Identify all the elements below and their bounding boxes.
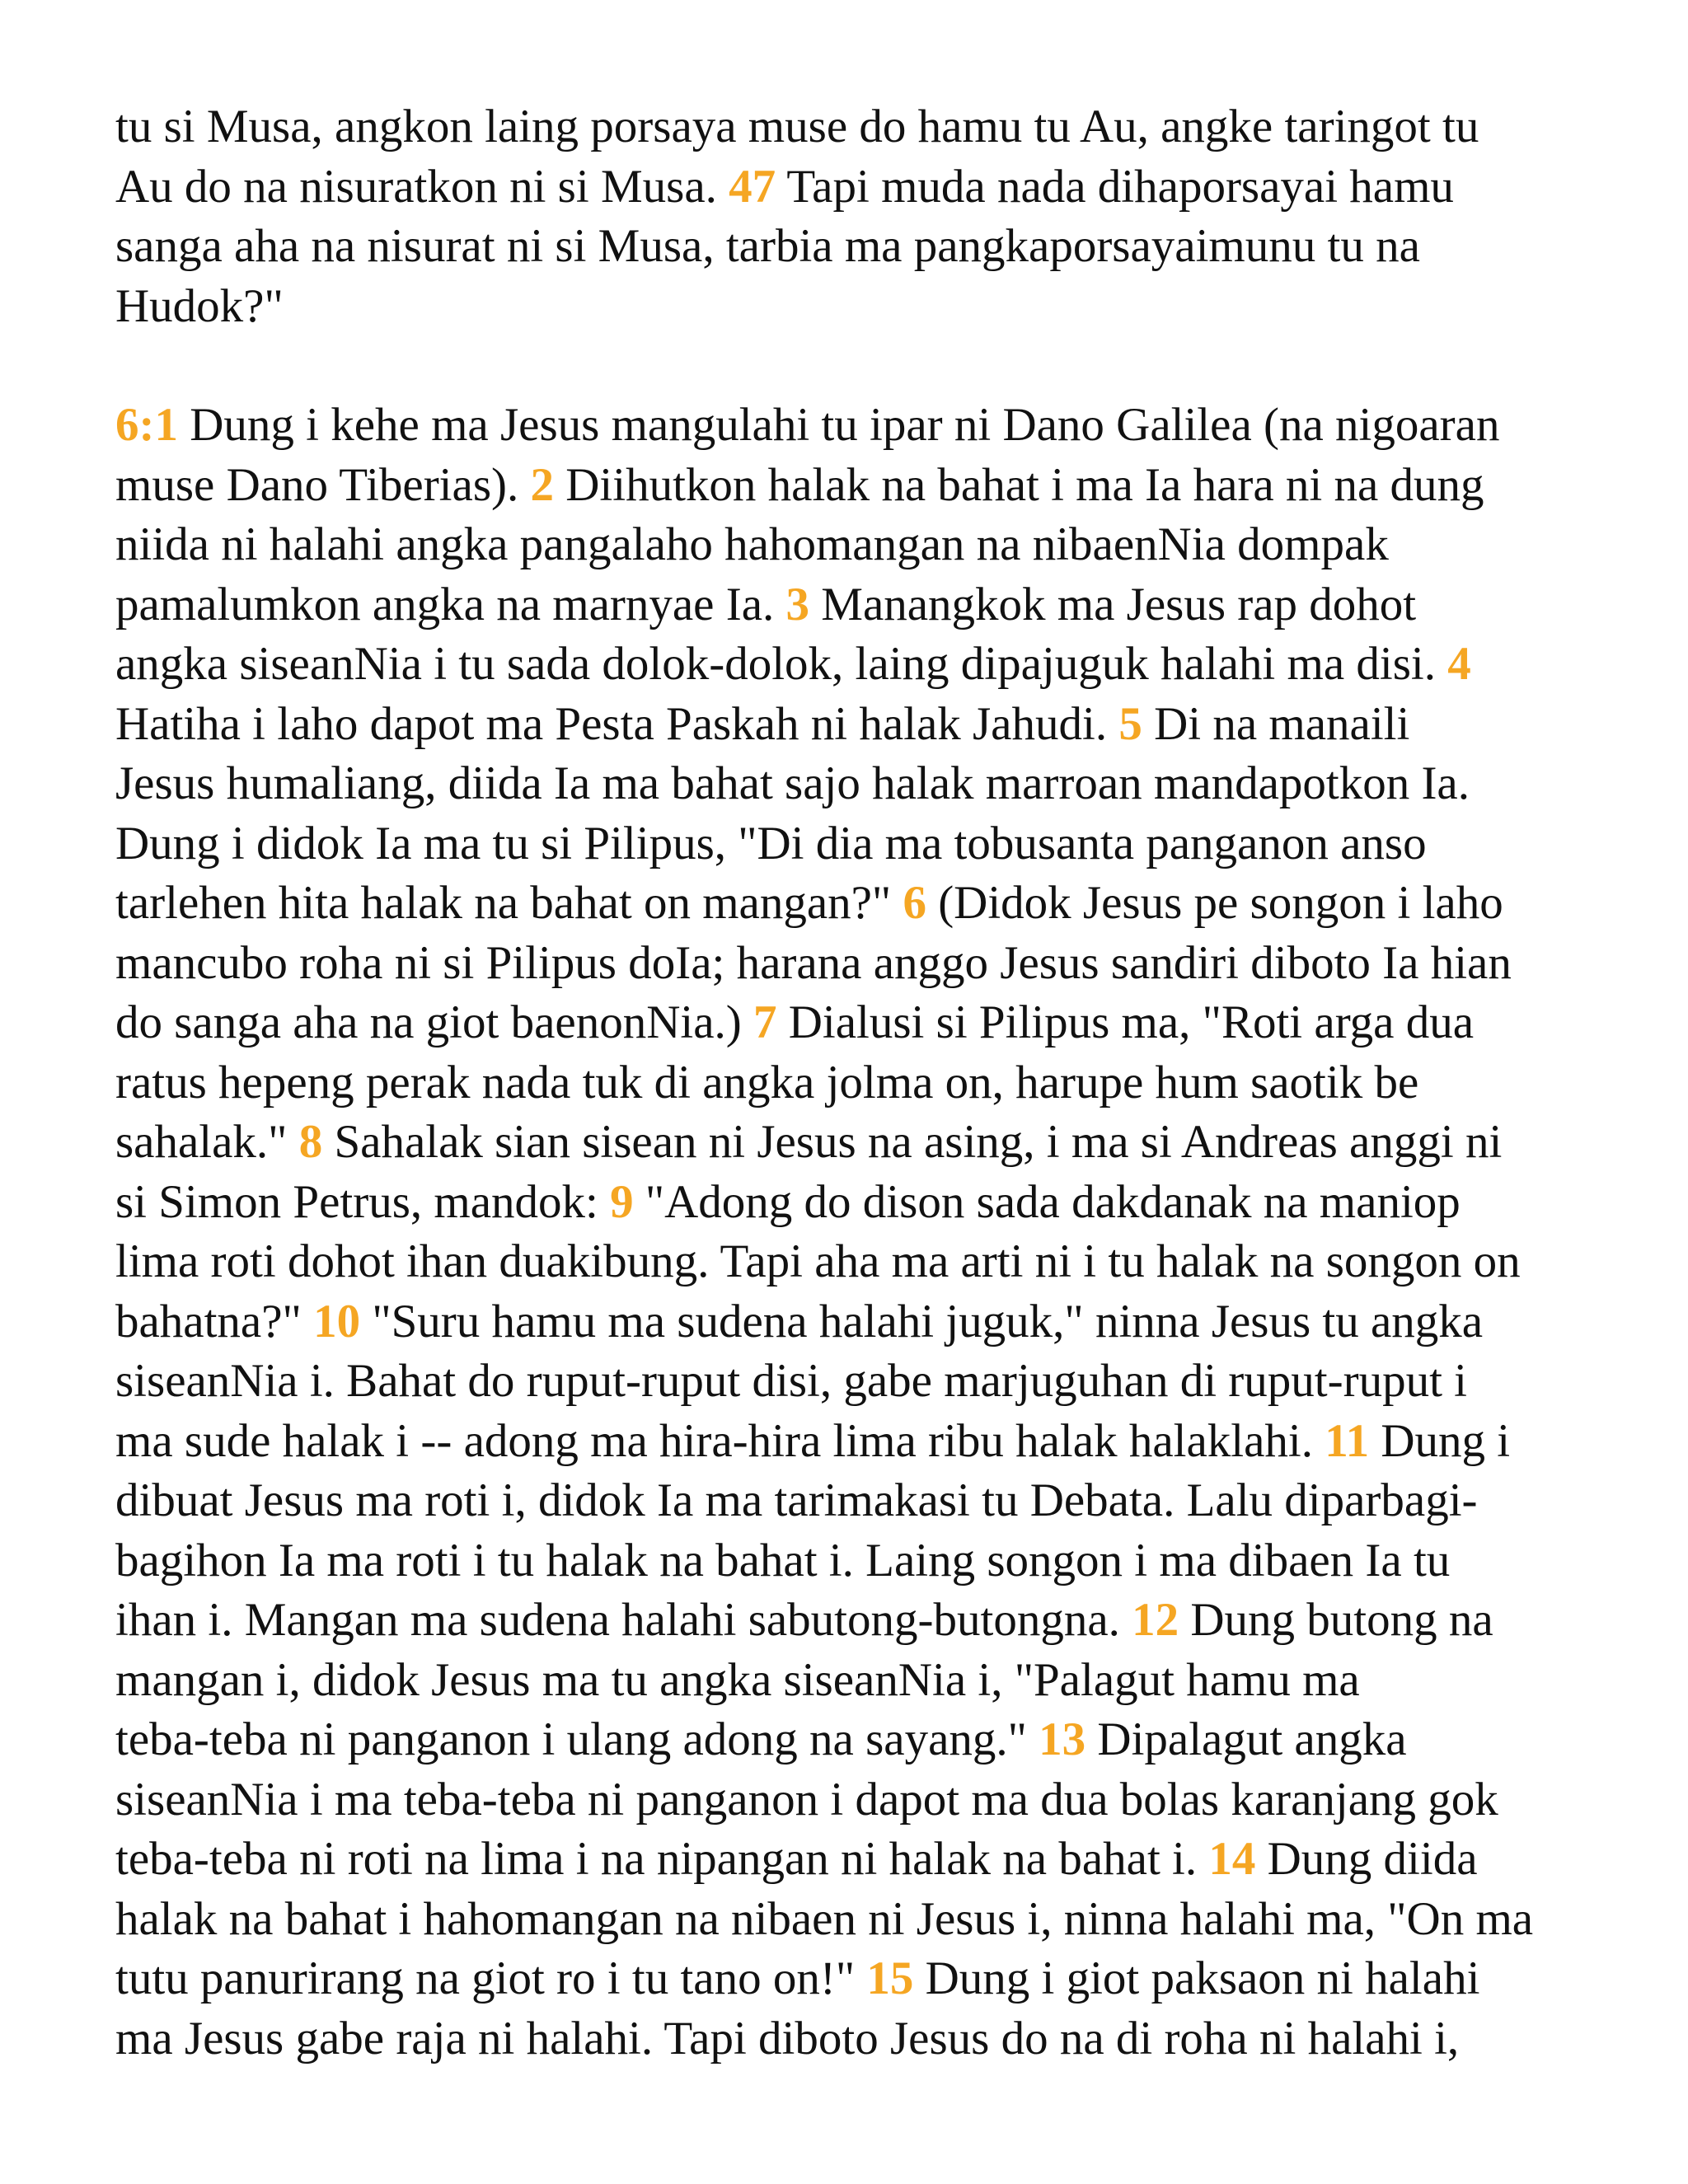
verse-text: lima roti dohot ihan duakibung. Tapi aha ma arti ni i tu halak na songon on [115, 1235, 1521, 1287]
text-line [115, 1890, 1599, 1950]
verse-number: 4 [1447, 638, 1471, 690]
verse-text: Dung i kehe ma Jesus mangulahi tu ipar ni Dano Galilea (na nigoaran [177, 399, 1500, 451]
verse-text: angka siseanNia i tu sada dolok-dolok, laing dipajuguk halahi ma disi. [115, 638, 1448, 690]
verse-text: teba-teba ni panganon i ulang adong na sayang." [115, 1713, 1039, 1765]
text-line [115, 874, 1599, 934]
verse-text: tu si Musa, angkon laing porsaya muse do hamu tu Au, angke taringot tu [115, 101, 1479, 152]
text-line [115, 1113, 1599, 1173]
verse-text: Dung diida [1255, 1833, 1478, 1885]
text-line [115, 754, 1599, 814]
text-line [115, 1352, 1599, 1412]
text-line [115, 515, 1599, 575]
verse-text: Dung i [1369, 1414, 1511, 1467]
verse-number: 8 [298, 1116, 323, 1168]
text-line [115, 993, 1599, 1053]
text-line [115, 1830, 1599, 1890]
verse-text: "Adong do dison sada dakdanak na maniop [633, 1175, 1461, 1228]
text-line [115, 2009, 1599, 2069]
verse-text: Dialusi si Pilipus ma, "Roti arga dua [776, 996, 1474, 1048]
verse-text: Hudok?" [115, 279, 284, 332]
verse-text: Dung i didok Ia ma tu si Pilipus, "Di dia ma tobusanta panganon anso [115, 817, 1427, 869]
text-line [115, 217, 1599, 277]
verse-text: Hatiha i laho dapot ma Pesta Paskah ni halak Jahudi. [115, 697, 1119, 750]
verse-text: Diihutkon halak na bahat i ma Ia hara ni na dung [553, 458, 1484, 511]
text-line [115, 277, 1599, 337]
text-line [115, 1471, 1599, 1531]
text-line [115, 1412, 1599, 1472]
verse-text: (Didok Jesus pe songon i laho [926, 877, 1503, 929]
text-line [115, 575, 1599, 635]
text-line [115, 1591, 1599, 1651]
verse-number: 15 [866, 1952, 914, 2004]
verse-text: Au do na nisuratkon ni si Musa. [115, 160, 729, 213]
text-line [115, 97, 1599, 157]
verse-text: tarlehen hita halak na bahat on mangan?" [115, 877, 903, 929]
text-line [115, 1292, 1599, 1352]
text-line [115, 396, 1599, 456]
text-line [115, 1531, 1599, 1591]
verse-text: bagihon Ia ma roti i tu halak na bahat i. Laing songon i ma dibaen Ia tu [115, 1534, 1451, 1586]
verse-text: sanga aha na nisurat ni si Musa, tarbia ma pangkaporsayaimunu tu na [115, 220, 1420, 272]
verse-text: do sanga aha na giot baenonNia.) [115, 996, 753, 1048]
verse-text: Dung i giot paksaon ni halahi [913, 1952, 1480, 2004]
verse-text: mancubo roha ni si Pilipus doIa; harana anggo Jesus sandiri diboto Ia hian [115, 936, 1512, 989]
verse-text: ihan i. Mangan ma sudena halahi sabutong-butongna. [115, 1594, 1132, 1646]
verse-text: ma sude halak i -- adong ma hira-hira lima ribu halak halaklahi. [115, 1414, 1325, 1467]
verse-text: ma Jesus gabe raja ni halahi. Tapi diboto Jesus do na di roha ni halahi i, [115, 2012, 1460, 2064]
verse-text: niida ni halahi angka pangalaho hahomangan na nibaenNia dompak [115, 518, 1389, 570]
verse-text: siseanNia i ma teba-teba ni panganon i dapot ma dua bolas karanjang gok [115, 1773, 1498, 1825]
text-line [115, 635, 1599, 695]
verse-text: Tapi muda nada dihaporsayai hamu [776, 160, 1454, 213]
text-line [115, 934, 1599, 994]
paragraph-2 [115, 396, 1599, 2069]
verse-text: siseanNia i. Bahat do ruput-ruput disi, gabe marjuguhan di ruput-ruput i [115, 1355, 1468, 1407]
paragraph-gap [115, 336, 1599, 396]
verse-text: tutu panurirang na giot ro i tu tano on!" [115, 1952, 867, 2004]
verse-text: teba-teba ni roti na lima i na nipangan ni halak na bahat i. [115, 1833, 1209, 1885]
verse-text: Jesus humaliang, diida Ia ma bahat sajo halak marroan mandapotkon Ia. [115, 757, 1470, 809]
text-line [115, 814, 1599, 874]
verse-number: 5 [1118, 697, 1142, 750]
text-line [115, 1232, 1599, 1292]
paragraph-1 [115, 97, 1599, 336]
text-line [115, 1053, 1599, 1113]
verse-number: 7 [753, 996, 777, 1048]
verse-text: halak na bahat i hahomangan na nibaen ni Jesus i, ninna halahi ma, "On ma [115, 1892, 1534, 1945]
verse-number: 13 [1039, 1713, 1086, 1765]
verse-number: 47 [729, 160, 776, 213]
verse-text: dibuat Jesus ma roti i, didok Ia ma tarimakasi tu Debata. Lalu diparbagi- [115, 1474, 1478, 1526]
verse-number: 14 [1208, 1833, 1256, 1885]
verse-text: Dipalagut angka [1085, 1713, 1407, 1765]
verse-text: Sahalak sian sisean ni Jesus na asing, i ma si Andreas anggi ni [322, 1116, 1503, 1168]
text-line [115, 456, 1599, 516]
text-line [115, 1770, 1599, 1830]
verse-text: Manangkok ma Jesus rap dohot [809, 578, 1417, 630]
text-line [115, 695, 1599, 755]
verse-text: sahalak." [115, 1116, 299, 1168]
verse-number: 11 [1325, 1414, 1370, 1467]
verse-number: 9 [610, 1175, 634, 1228]
document-page [115, 97, 1599, 2069]
text-line [115, 1651, 1599, 1711]
verse-number: 10 [313, 1295, 361, 1347]
verse-text: Dung butong na [1179, 1594, 1493, 1646]
verse-number: 12 [1132, 1594, 1179, 1646]
verse-text: ratus hepeng perak nada tuk di angka jolma on, harupe hum saotik be [115, 1056, 1419, 1108]
verse-text: si Simon Petrus, mandok: [115, 1175, 611, 1228]
verse-number: 2 [530, 458, 554, 511]
verse-text: "Suru hamu ma sudena halahi juguk," ninna Jesus tu angka [360, 1295, 1484, 1347]
verse-text: Di na manaili [1142, 697, 1410, 750]
verse-text: bahatna?" [115, 1295, 314, 1347]
verse-text: pamalumkon angka na marnyae Ia. [115, 578, 786, 630]
text-line [115, 1710, 1599, 1770]
verse-text: muse Dano Tiberias). [115, 458, 531, 511]
verse-number: 3 [785, 578, 810, 630]
verse-number: 6 [903, 877, 926, 929]
verse-number: 6:1 [115, 399, 178, 451]
text-line [115, 1949, 1599, 2009]
text-line [115, 1173, 1599, 1233]
text-line [115, 157, 1599, 218]
verse-text: mangan i, didok Jesus ma tu angka siseanNia i, "Palagut hamu ma [115, 1653, 1360, 1706]
